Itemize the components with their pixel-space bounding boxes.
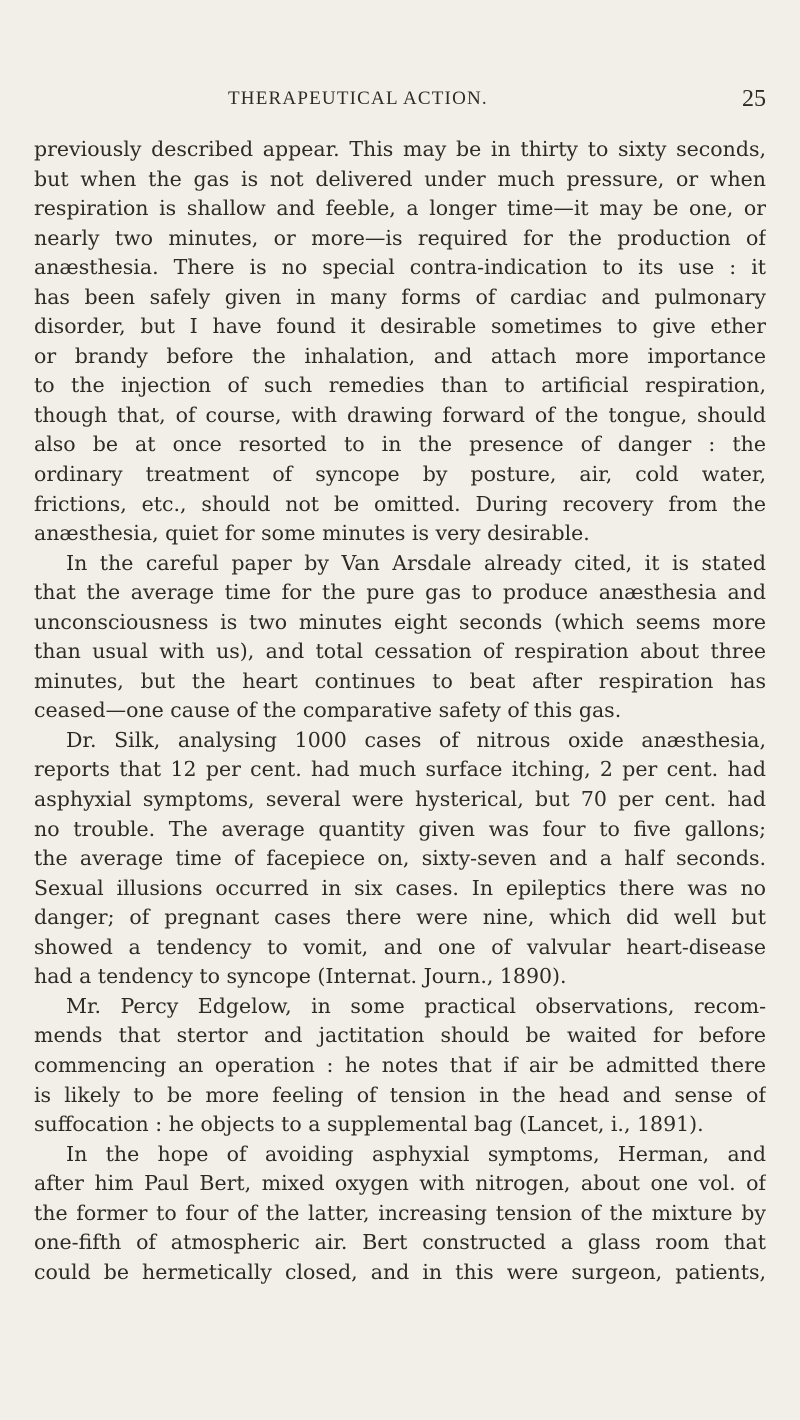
text-line: nearly two minutes, or more—is required for the production of bbox=[34, 225, 766, 250]
text-line: ceased—one cause of the comparative safety of this gas. bbox=[34, 698, 622, 723]
text-line: after him Paul Bert, mixed oxygen with nitrogen, about one vol. of bbox=[34, 1171, 766, 1196]
text-line: no trouble. The average quantity given was four to five gallons; bbox=[34, 816, 766, 841]
text-line: could be hermetically closed, and in this were surgeon, patients, bbox=[34, 1259, 766, 1284]
paragraph-start-line: In the careful paper by Van Arsdale already cited, it is stated bbox=[66, 550, 766, 575]
text-line: than usual with us), and total cessation of respiration about three bbox=[34, 639, 766, 664]
text-line: ordinary treatment of syncope by posture, air, cold water, bbox=[34, 462, 766, 487]
text-line: mends that stertor and jactitation should be waited for before bbox=[34, 1023, 766, 1048]
text-line: anæsthesia, quiet for some minutes is very desirable. bbox=[34, 521, 590, 546]
body-text bbox=[34, 135, 766, 1287]
text-line: also be at once resorted to in the presence of danger : the bbox=[34, 432, 766, 457]
text-line: previously described appear. This may be in thirty to sixty seconds, bbox=[34, 137, 766, 161]
text-line: that the average time for the pure gas to produce anæsthesia and bbox=[34, 580, 766, 605]
paragraph-start-line: Mr. Percy Edgelow, in some practical observations, recom- bbox=[66, 993, 766, 1018]
text-line: anæsthesia. There is no special contra-indication to its use : it bbox=[34, 255, 766, 280]
text-line: but when the gas is not delivered under much pressure, or when bbox=[34, 166, 766, 191]
paragraph-start-line: Dr. Silk, analysing 1000 cases of nitrous oxide anæsthesia, bbox=[66, 727, 766, 752]
text-line: showed a tendency to vomit, and one of valvular heart-disease bbox=[34, 934, 766, 959]
paragraph-start-line: In the hope of avoiding asphyxial symptoms, Herman, and bbox=[66, 1141, 766, 1166]
text-line: is likely to be more feeling of tension in the head and sense of bbox=[34, 1082, 766, 1107]
text-line: suffocation : he objects to a supplemental bag (Lancet, i., 1891). bbox=[34, 1112, 704, 1137]
text-line: to the injection of such remedies than to artificial respiration, bbox=[34, 373, 766, 398]
page-header bbox=[228, 88, 766, 118]
text-line: had a tendency to syncope (Internat. Journ., 1890). bbox=[34, 964, 567, 989]
text-line: frictions, etc., should not be omitted. During recovery from the bbox=[34, 491, 766, 516]
text-line: commencing an operation : he notes that if air be admitted there bbox=[34, 1052, 766, 1077]
page-number: 25 bbox=[742, 86, 766, 112]
text-line: disorder, but I have found it desirable sometimes to give ether bbox=[34, 314, 766, 339]
running-head: THERAPEUTICAL ACTION. bbox=[228, 88, 488, 109]
text-line: the former to four of the latter, increasing tension of the mixture by bbox=[34, 1200, 766, 1225]
text-line: though that, of course, with drawing forward of the tongue, should bbox=[34, 402, 766, 427]
text-line: or brandy before the inhalation, and attach more importance bbox=[34, 343, 766, 368]
text-line: Sexual illusions occurred in six cases. In epileptics there was no bbox=[34, 875, 766, 900]
text-line: asphyxial symptoms, several were hysterical, but 70 per cent. had bbox=[34, 787, 766, 812]
text-line: respiration is shallow and feeble, a longer time—it may be one, or bbox=[34, 196, 766, 221]
text-line: unconsciousness is two minutes eight seconds (which seems more bbox=[34, 609, 766, 634]
text-line: has been safely given in many forms of cardiac and pulmonary bbox=[34, 284, 766, 309]
text-line: the average time of facepiece on, sixty-seven and a half seconds. bbox=[34, 846, 766, 871]
text-line: one-fifth of atmospheric air. Bert constructed a glass room that bbox=[34, 1230, 766, 1255]
text-line: reports that 12 per cent. had much surface itching, 2 per cent. had bbox=[34, 757, 766, 782]
text-line: minutes, but the heart continues to beat after respiration has bbox=[34, 668, 766, 693]
text-line: danger; of pregnant cases there were nine, which did well but bbox=[34, 905, 766, 930]
